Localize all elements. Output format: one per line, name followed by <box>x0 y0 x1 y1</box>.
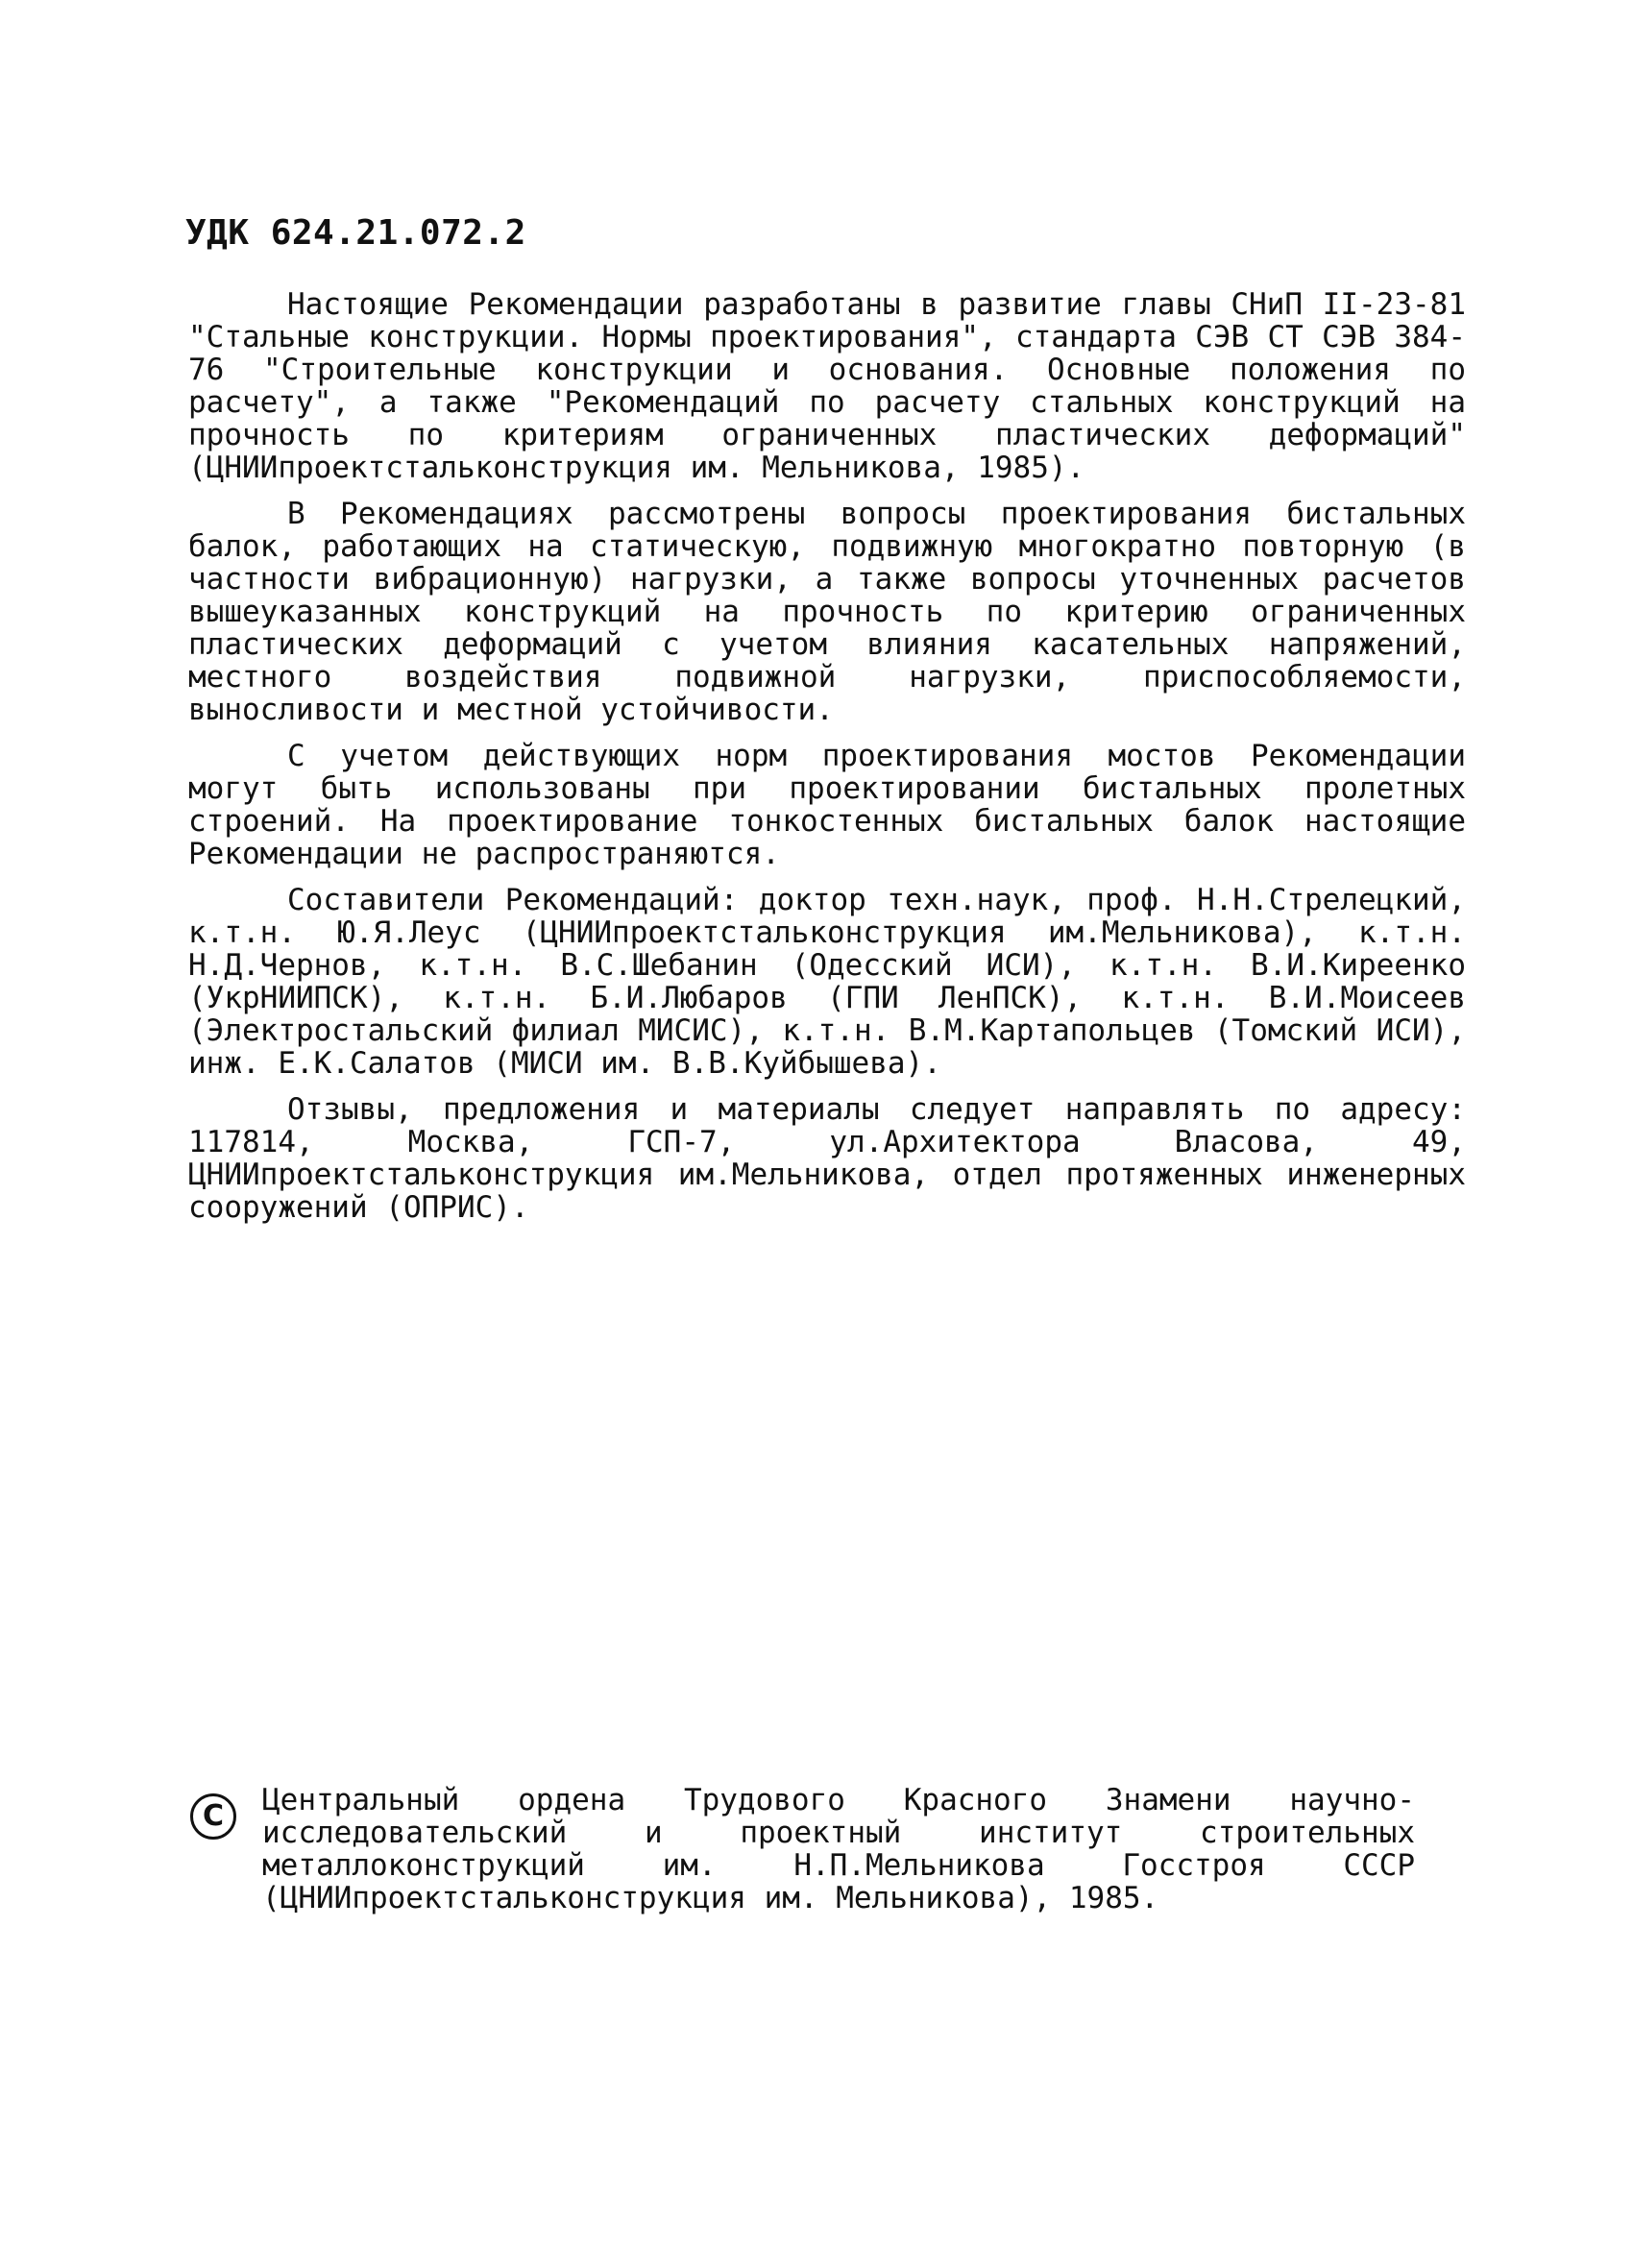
paragraph-authors: Составители Рекомендаций: доктор техн.наук, проф. Н.Н.Стрелецкий, к.т.н. Ю.Я.Леус (ЦНИИпроектстальконструкция им.Мельникова), к.т.н. Н.Д.Чернов, к.т.н. В.С.Шебанин (Одесский ИСИ), к.т.н. В.И.Киреенко (УкрНИИПСК), к.т.н. Б.И.Любаров (ГПИ ЛенПСК), к.т.н. В.И.Моисеев (Электростальский филиал МИСИС), к.т.н. В.М.Картапольцев (Томский ИСИ), инж. Е.К.Салатов (МИСИ им. В.В.Куйбышева). <box>188 883 1466 1081</box>
copyright-icon: С <box>190 1793 236 1840</box>
copyright-text: Центральный ордена Трудового Красного Знамени научно-исследовательский и проектный институт строительных металлоконструкций им. Н.П.Мельникова Госстроя СССР (ЦНИИпроектстальконструкция им. Мельникова), 1985. <box>262 1783 1415 1915</box>
paragraph-scope: В Рекомендациях рассмотрены вопросы проектирования бистальных балок, работающих на статическую, подвижную многократно повторную (в частности вибрационную) нагрузки, а также вопросы уточненных расчетов вышеуказанных конструкций на прочность по критерию ограниченных пластических деформаций с учетом влияния касательных напряжений, местного воздействия подвижной нагрузки, приспособляемости, выносливости и местной устойчивости. <box>188 497 1466 727</box>
paragraph-bridges: С учетом действующих норм проектирования мостов Рекомендации могут быть использованы при проектировании бистальных пролетных строений. На проектирование тонкостенных бистальных балок настоящие Рекомендации не распространяются. <box>188 739 1466 871</box>
paragraph-feedback-address: Отзывы, предложения и материалы следует направлять по адресу: 117814, Москва, ГСП-7, ул.Архитектора Власова, 49, ЦНИИпроектстальконструкция им.Мельникова, отдел протяженных инженерных сооружений (ОПРИС). <box>188 1092 1466 1225</box>
udk-code: УДК 624.21.072.2 <box>185 213 526 253</box>
document-body <box>188 288 1466 1237</box>
paragraph-purpose: Настоящие Рекомендации разработаны в развитие главы СНиП II-23-81 "Стальные конструкции. Нормы проектирования", стандарта СЭВ СТ СЭВ 384-76 "Строительные конструкции и основания. Основные положения по расчету", а также "Рекомендаций по расчету стальных конструкций на прочность по критериям ограниченных пластических деформаций" (ЦНИИпроектстальконструкция им. Мельникова, 1985). <box>188 287 1466 485</box>
